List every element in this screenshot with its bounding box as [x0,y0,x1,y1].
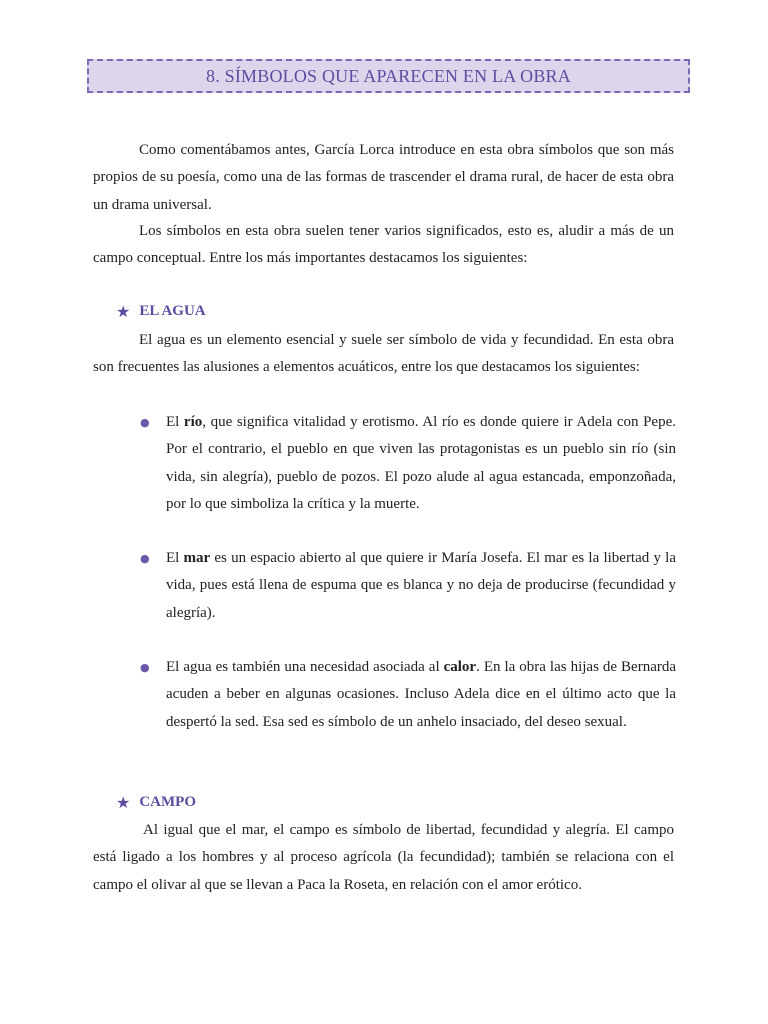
bullet-icon: ● [140,416,150,429]
heading-el-agua [116,302,206,321]
intro-paragraph-2: Los símbolos en esta obra suelen tener varios significados, esto es, aludir a más de un campo conceptual. Entre los más importantes destacamos los siguientes: [93,223,674,267]
list-item-text: El mar es un espacio abierto al que quiere ir María Josefa. El mar es la libertad y la vida, pues está llena de espuma que es blanca y no deja de producirse (fecundidad y alegría). [166,550,676,621]
heading-campo-label: CAMPO [139,794,196,810]
intro-paragraph-1: Como comentábamos antes, García Lorca introduce en esta obra símbolos que son más propios de su poesía, como una de las formas de trascender el drama rural, de hacer de esta obra un drama universal. [93,142,674,213]
bold-term-rio: río [183,414,203,430]
heading-el-agua-label: EL AGUA [139,303,206,319]
bold-term-calor: calor [443,659,477,675]
star-icon: ★ [116,302,131,321]
bullet-icon: ● [140,661,150,674]
bullet-icon: ● [140,552,150,565]
heading-campo [116,793,196,812]
bold-term-mar: mar [183,550,211,566]
campo-paragraph: Al igual que el mar, el campo es símbolo de libertad, fecundidad y alegría. El campo está ligado a los hombres y al proceso agrícola (la fecundidad); también se relaciona con el campo el olivar al que se llevan a Paca la Roseta, en relación con el amor erótico. [93,822,674,893]
list-item-text: El río, que significa vitalidad y erotismo. Al río es donde quiere ir Adela con Pepe. Por el contrario, el pueblo en que viven las protagonistas es un pueblo sin río (sin vida, sin alegría), pueblo de pozos. El pozo alude al agua estancada, emponzoñada, por lo que simboliza la crítica y la muerte. [166,414,676,512]
section-title-box [87,59,690,93]
star-icon: ★ [116,793,131,812]
section-title: 8. SÍMBOLOS QUE APARECEN EN LA OBRA [206,65,571,86]
list-item-text: El agua es también una necesidad asociada al calor. En la obra las hijas de Bernarda acuden a beber en algunas ocasiones. Incluso Adela dice en el último acto que la despertó la sed. Esa sed es símbolo de un anhelo insaciado, del deseo sexual. [166,659,677,730]
agua-paragraph: El agua es un elemento esencial y suele ser símbolo de vida y fecundidad. En esta obra son frecuentes las alusiones a elementos acuáticos, entre los que destacamos los siguientes: [93,332,674,376]
